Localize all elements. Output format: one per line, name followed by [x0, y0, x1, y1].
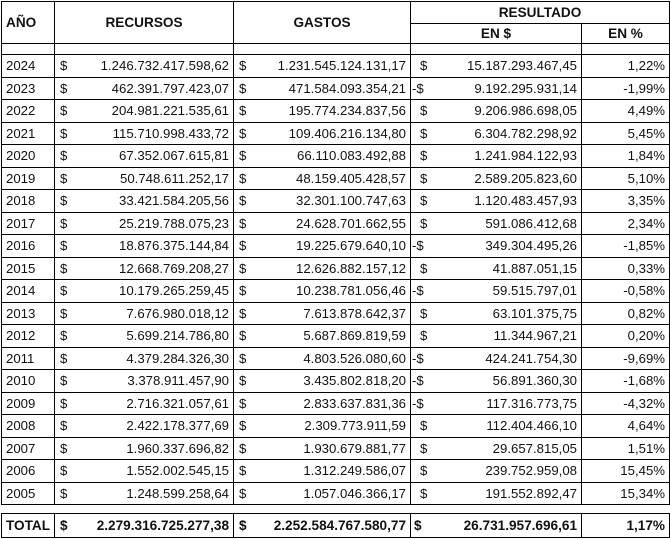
- year-cell: 2016: [2, 235, 55, 258]
- total-expenses: 2.252.584.767.580,77: [256, 514, 411, 538]
- result-cell: 591.086.412,68: [432, 212, 582, 235]
- result-cell: 112.404.466,10: [432, 415, 582, 438]
- currency-symbol: $: [420, 58, 428, 74]
- percent-cell: 5,10%: [582, 167, 670, 190]
- total-row: [2, 514, 670, 538]
- currency-symbol: $: [234, 392, 256, 415]
- year-cell: 2008: [2, 415, 55, 438]
- currency-symbol: $: [55, 235, 77, 258]
- resources-cell: 1.960.337.696,82: [77, 437, 234, 460]
- currency-symbol: $: [416, 395, 424, 411]
- percent-cell: 0,20%: [582, 325, 670, 348]
- table-row: [2, 347, 670, 370]
- currency-symbol: $: [234, 415, 256, 438]
- currency-symbol: $: [420, 170, 428, 186]
- negative-sign: -: [412, 395, 417, 411]
- expenses-cell: 4.803.526.080,60: [256, 347, 411, 370]
- resources-cell: 5.699.214.786,80: [77, 325, 234, 348]
- table-row: [2, 370, 670, 393]
- result-sign-cell: [411, 55, 432, 78]
- resources-cell: 1.246.732.417.598,62: [77, 55, 234, 78]
- table-row: [2, 325, 670, 348]
- result-sign-cell: [411, 392, 432, 415]
- year-cell: 2006: [2, 460, 55, 483]
- currency-symbol: $: [416, 80, 424, 96]
- currency-symbol: $: [416, 350, 424, 366]
- year-cell: 2018: [2, 190, 55, 213]
- percent-cell: 15,34%: [582, 482, 670, 505]
- year-cell: 2009: [2, 392, 55, 415]
- currency-symbol: $: [234, 212, 256, 235]
- header-row-top: [2, 2, 670, 24]
- currency-symbol: $: [234, 55, 256, 78]
- currency-symbol: $: [234, 437, 256, 460]
- year-cell: 2012: [2, 325, 55, 348]
- currency-symbol: $: [420, 305, 428, 321]
- negative-sign: -: [412, 373, 417, 389]
- result-cell: 15.187.293.467,45: [432, 55, 582, 78]
- currency-symbol: $: [234, 190, 256, 213]
- percent-cell: 5,45%: [582, 122, 670, 145]
- table-row: [2, 392, 670, 415]
- expenses-cell: 7.613.878.642,37: [256, 302, 411, 325]
- resources-cell: 2.422.178.377,69: [77, 415, 234, 438]
- currency-symbol: $: [234, 370, 256, 393]
- currency-symbol: $: [234, 514, 256, 538]
- table-row: [2, 100, 670, 123]
- currency-symbol: $: [55, 122, 77, 145]
- currency-symbol: $: [420, 148, 428, 164]
- currency-symbol: $: [234, 460, 256, 483]
- year-cell: 2015: [2, 257, 55, 280]
- currency-symbol: $: [420, 463, 428, 479]
- year-cell: 2013: [2, 302, 55, 325]
- results-table: [1, 1, 670, 538]
- negative-sign: -: [412, 350, 417, 366]
- year-cell: 2022: [2, 100, 55, 123]
- resources-cell: 462.391.797.423,07: [77, 77, 234, 100]
- currency-symbol: $: [420, 440, 428, 456]
- currency-symbol: $: [234, 145, 256, 168]
- table-row: [2, 145, 670, 168]
- resources-cell: 33.421.584.205,56: [77, 190, 234, 213]
- expenses-cell: 66.110.083.492,88: [256, 145, 411, 168]
- result-cell: 191.552.892,47: [432, 482, 582, 505]
- expenses-cell: 5.687.869.819,59: [256, 325, 411, 348]
- resources-cell: 12.668.769.208,27: [77, 257, 234, 280]
- currency-symbol: $: [55, 392, 77, 415]
- results-sheet: [1, 1, 669, 538]
- percent-cell: 1,84%: [582, 145, 670, 168]
- resources-cell: 25.219.788.075,23: [77, 212, 234, 235]
- table-row: [2, 415, 670, 438]
- result-cell: 1.241.984.122,93: [432, 145, 582, 168]
- result-cell: 59.515.797,01: [432, 280, 582, 303]
- negative-sign: -: [412, 238, 417, 254]
- percent-cell: -1,99%: [582, 77, 670, 100]
- expenses-cell: 1.057.046.366,17: [256, 482, 411, 505]
- currency-symbol: $: [55, 347, 77, 370]
- result-sign-cell: [411, 257, 432, 280]
- resources-cell: 18.876.375.144,84: [77, 235, 234, 258]
- year-cell: 2011: [2, 347, 55, 370]
- expenses-cell: 471.584.093.354,21: [256, 77, 411, 100]
- result-cell: 56.891.360,30: [432, 370, 582, 393]
- result-sign-cell: [411, 122, 432, 145]
- currency-symbol: $: [420, 485, 428, 501]
- percent-cell: -9,69%: [582, 347, 670, 370]
- currency-symbol: $: [420, 125, 428, 141]
- percent-cell: 3,35%: [582, 190, 670, 213]
- result-cell: 11.344.967,21: [432, 325, 582, 348]
- expenses-cell: 19.225.679.640,10: [256, 235, 411, 258]
- expenses-cell: 1.312.249.586,07: [256, 460, 411, 483]
- expenses-cell: 2.833.637.831,36: [256, 392, 411, 415]
- currency-symbol: $: [55, 145, 77, 168]
- result-cell: 349.304.495,26: [432, 235, 582, 258]
- currency-symbol: $: [55, 415, 77, 438]
- table-row: [2, 55, 670, 78]
- result-sign-cell: [411, 212, 432, 235]
- resources-cell: 3.378.911.457,90: [77, 370, 234, 393]
- resources-cell: 4.379.284.326,30: [77, 347, 234, 370]
- result-cell: 6.304.782.298,92: [432, 122, 582, 145]
- total-label: TOTAL: [2, 514, 55, 538]
- table-row: [2, 302, 670, 325]
- result-cell: 29.657.815,05: [432, 437, 582, 460]
- result-sign-cell: [411, 190, 432, 213]
- currency-symbol: $: [416, 283, 424, 299]
- currency-symbol: $: [234, 167, 256, 190]
- table-row: [2, 77, 670, 100]
- year-cell: 2010: [2, 370, 55, 393]
- currency-symbol: $: [420, 215, 428, 231]
- currency-symbol: $: [234, 77, 256, 100]
- currency-symbol: $: [420, 103, 428, 119]
- total-result: 26.731.957.696,61: [432, 514, 582, 538]
- result-cell: 1.120.483.457,93: [432, 190, 582, 213]
- currency-symbol: $: [55, 212, 77, 235]
- table-row: [2, 167, 670, 190]
- expenses-cell: 48.159.405.428,57: [256, 167, 411, 190]
- currency-symbol: $: [55, 190, 77, 213]
- currency-symbol: $: [234, 302, 256, 325]
- year-cell: 2023: [2, 77, 55, 100]
- result-sign-cell: [411, 460, 432, 483]
- result-sign-cell: [411, 437, 432, 460]
- percent-cell: 2,34%: [582, 212, 670, 235]
- currency-symbol: $: [55, 514, 77, 538]
- currency-symbol: $: [420, 193, 428, 209]
- currency-symbol: $: [55, 167, 77, 190]
- currency-symbol: $: [55, 100, 77, 123]
- year-cell: 2007: [2, 437, 55, 460]
- result-sign-cell: [411, 415, 432, 438]
- currency-symbol: $: [234, 100, 256, 123]
- currency-symbol: $: [411, 514, 432, 538]
- currency-symbol: $: [55, 482, 77, 505]
- spacer-row: [2, 505, 670, 514]
- result-sign-cell: [411, 280, 432, 303]
- result-cell: 9.192.295.931,14: [432, 77, 582, 100]
- currency-symbol: $: [234, 280, 256, 303]
- expenses-cell: 2.309.773.911,59: [256, 415, 411, 438]
- currency-symbol: $: [55, 77, 77, 100]
- negative-sign: -: [412, 80, 417, 96]
- table-footer: [2, 505, 670, 538]
- currency-symbol: $: [234, 257, 256, 280]
- percent-cell: -1,85%: [582, 235, 670, 258]
- resources-cell: 7.676.980.018,12: [77, 302, 234, 325]
- total-percent: 1,17%: [582, 514, 670, 538]
- result-sign-cell: [411, 235, 432, 258]
- year-cell: 2005: [2, 482, 55, 505]
- resources-cell: 50.748.611.252,17: [77, 167, 234, 190]
- spacer-row: [2, 44, 670, 55]
- resources-cell: 1.248.599.258,64: [77, 482, 234, 505]
- resources-cell: 2.716.321.057,61: [77, 392, 234, 415]
- header-year: AÑO: [2, 2, 55, 44]
- currency-symbol: $: [416, 373, 424, 389]
- resources-cell: 10.179.265.259,45: [77, 280, 234, 303]
- currency-symbol: $: [234, 347, 256, 370]
- result-cell: 2.589.205.823,60: [432, 167, 582, 190]
- header-result-money: EN $: [411, 24, 582, 44]
- table-row: [2, 122, 670, 145]
- expenses-cell: 12.626.882.157,12: [256, 257, 411, 280]
- percent-cell: 4,64%: [582, 415, 670, 438]
- header-result: RESULTADO: [411, 2, 670, 24]
- result-cell: 424.241.754,30: [432, 347, 582, 370]
- resources-cell: 67.352.067.615,81: [77, 145, 234, 168]
- result-cell: 41.887.051,15: [432, 257, 582, 280]
- expenses-cell: 109.406.216.134,80: [256, 122, 411, 145]
- currency-symbol: $: [55, 437, 77, 460]
- currency-symbol: $: [420, 328, 428, 344]
- resources-cell: 115.710.998.433,72: [77, 122, 234, 145]
- year-cell: 2020: [2, 145, 55, 168]
- table-row: [2, 190, 670, 213]
- table-row: [2, 437, 670, 460]
- resources-cell: 1.552.002.545,15: [77, 460, 234, 483]
- currency-symbol: $: [234, 482, 256, 505]
- result-cell: 239.752.959,08: [432, 460, 582, 483]
- percent-cell: 1,51%: [582, 437, 670, 460]
- expenses-cell: 24.628.701.662,55: [256, 212, 411, 235]
- percent-cell: 15,45%: [582, 460, 670, 483]
- percent-cell: 0,82%: [582, 302, 670, 325]
- percent-cell: -0,58%: [582, 280, 670, 303]
- percent-cell: 4,49%: [582, 100, 670, 123]
- total-resources: 2.279.316.725.277,38: [77, 514, 234, 538]
- header-expenses: GASTOS: [234, 2, 411, 44]
- result-sign-cell: [411, 145, 432, 168]
- result-sign-cell: [411, 77, 432, 100]
- result-sign-cell: [411, 482, 432, 505]
- table-row: [2, 280, 670, 303]
- currency-symbol: $: [55, 460, 77, 483]
- result-sign-cell: [411, 302, 432, 325]
- currency-symbol: $: [55, 302, 77, 325]
- result-sign-cell: [411, 325, 432, 348]
- year-cell: 2021: [2, 122, 55, 145]
- currency-symbol: $: [234, 122, 256, 145]
- result-cell: 9.206.986.698,05: [432, 100, 582, 123]
- percent-cell: 1,22%: [582, 55, 670, 78]
- result-sign-cell: [411, 167, 432, 190]
- currency-symbol: $: [420, 418, 428, 434]
- currency-symbol: $: [416, 238, 424, 254]
- result-sign-cell: [411, 100, 432, 123]
- negative-sign: -: [412, 283, 417, 299]
- expenses-cell: 10.238.781.056,46: [256, 280, 411, 303]
- table-row: [2, 235, 670, 258]
- result-cell: 63.101.375,75: [432, 302, 582, 325]
- result-sign-cell: [411, 370, 432, 393]
- currency-symbol: $: [55, 325, 77, 348]
- expenses-cell: 1.930.679.881,77: [256, 437, 411, 460]
- currency-symbol: $: [55, 257, 77, 280]
- currency-symbol: $: [55, 280, 77, 303]
- header-resources: RECURSOS: [55, 2, 234, 44]
- year-cell: 2017: [2, 212, 55, 235]
- percent-cell: -4,32%: [582, 392, 670, 415]
- currency-symbol: $: [234, 325, 256, 348]
- table-row: [2, 257, 670, 280]
- table-body: [2, 44, 670, 505]
- year-cell: 2014: [2, 280, 55, 303]
- expenses-cell: 3.435.802.818,20: [256, 370, 411, 393]
- expenses-cell: 1.231.545.124.131,17: [256, 55, 411, 78]
- table-row: [2, 482, 670, 505]
- currency-symbol: $: [55, 55, 77, 78]
- result-cell: 117.316.773,75: [432, 392, 582, 415]
- header-result-percent: EN %: [582, 24, 670, 44]
- currency-symbol: $: [55, 370, 77, 393]
- table-row: [2, 212, 670, 235]
- expenses-cell: 195.774.234.837,56: [256, 100, 411, 123]
- currency-symbol: $: [420, 260, 428, 276]
- percent-cell: 0,33%: [582, 257, 670, 280]
- resources-cell: 204.981.221.535,61: [77, 100, 234, 123]
- year-cell: 2019: [2, 167, 55, 190]
- table-row: [2, 460, 670, 483]
- percent-cell: -1,68%: [582, 370, 670, 393]
- year-cell: 2024: [2, 55, 55, 78]
- result-sign-cell: [411, 347, 432, 370]
- expenses-cell: 32.301.100.747,63: [256, 190, 411, 213]
- currency-symbol: $: [234, 235, 256, 258]
